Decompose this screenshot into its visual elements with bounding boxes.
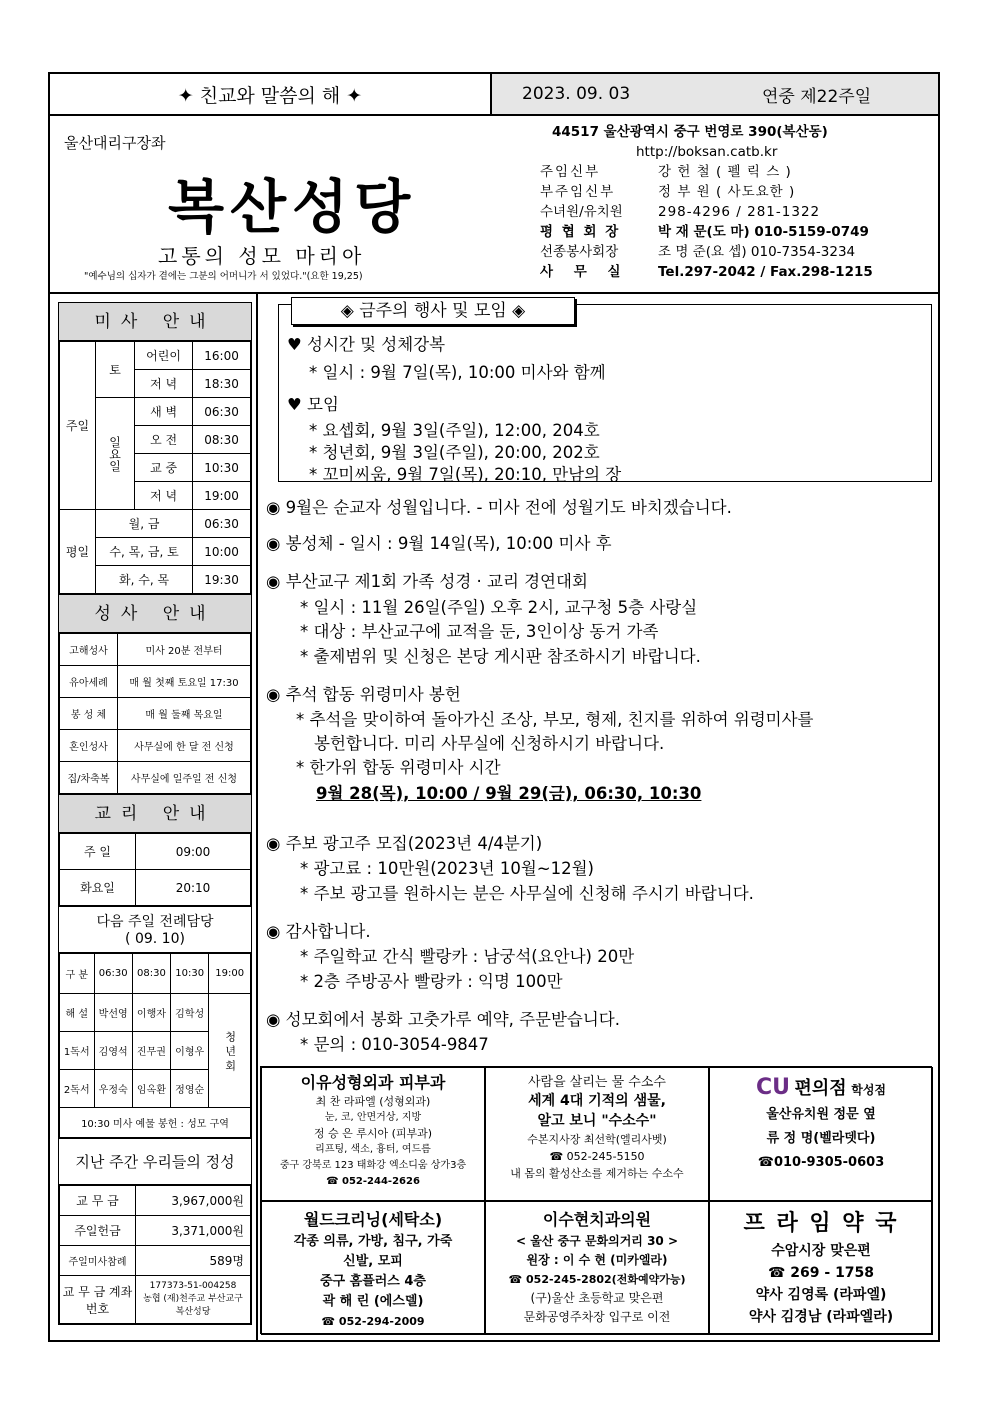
liturgy-role: 해 설 (60, 994, 95, 1032)
account-number: 177373-51-004258 (149, 1281, 237, 1291)
contact-value: 정 부 원 ( 사도요한 ) (658, 184, 796, 200)
table-row (60, 342, 251, 370)
liturgy-date: ( 09. 10) (125, 931, 185, 947)
ad-laundry (261, 1201, 485, 1335)
notice-line: * 추석을 맞이하여 돌아가신 조상, 부모, 형제, 친지를 위하여 위령미사를 (296, 710, 814, 729)
event-line: * 일시 : 9월 7일(목), 10:00 미사와 함께 (309, 363, 606, 382)
mass-time: 16:00 (193, 342, 251, 370)
offering-table (59, 1185, 251, 1324)
cu-logo: CU (755, 1075, 790, 1100)
table-row (60, 1186, 251, 1216)
contact-row (540, 242, 930, 262)
mass-slot: 새 벽 (135, 398, 193, 426)
masthead (50, 116, 938, 294)
memorial-mass-times: 9월 28(목), 10:00 / 9월 29(금), 06:30, 10:30 (316, 784, 702, 803)
youth-group: 청 년 회 (209, 994, 251, 1108)
notice-line: 봉헌합니다. 미리 사무실에 신청하시기 바랍니다. (314, 734, 665, 753)
weekly-events (278, 301, 932, 484)
table-row (60, 870, 251, 906)
offering-item: 교 무 금 (60, 1186, 136, 1216)
liturgy-head: 19:00 (209, 954, 251, 994)
mass-slot: 월, 금 (96, 510, 193, 538)
ad-line: 편의점 (794, 1078, 847, 1099)
table-row (60, 698, 251, 730)
notice-line: * 광고료 : 10만원(2023년 10월~12월) (300, 859, 594, 878)
table-row (60, 834, 251, 870)
ad-line: 문화공영주차장 입구로 이전 (523, 1310, 671, 1324)
ad-line: 각종 의류, 가방, 침구, 가죽 (293, 1234, 453, 1249)
contact-value: 조 명 준(요 셉) 010-7354-3234 (658, 244, 856, 260)
mass-time: 19:30 (193, 566, 251, 594)
ad-phone: ☎ 052-294-2009 (321, 1315, 425, 1328)
address: 44517 울산광역시 중구 번영로 390(복산동) (552, 124, 828, 140)
ad-phone: ☎ 052-245-2802(전화예약가능) (508, 1273, 686, 1286)
event-line: * 청년회, 9월 3일(주일), 20:00, 202호 (309, 443, 600, 462)
ad-line: 리프팅, 색소, 흉터, 여드름 (315, 1144, 431, 1155)
ad-line: 알고 보니 "수소수" (537, 1113, 657, 1129)
sacrament-info: 미사 20분 전부터 (118, 634, 251, 666)
weekday-label: 평일 (60, 510, 96, 594)
sat-label: 토 (96, 342, 135, 398)
liturgy-person: 우정숙 (94, 1070, 132, 1108)
contact-value: 298-4296 / 281-1322 (658, 204, 821, 220)
liturgical-week: 연중 제22주일 (762, 86, 872, 107)
notice-line: * 대상 : 부산교구에 교적을 둔, 3인이상 동거 가족 (300, 622, 659, 641)
contact-row (540, 222, 930, 242)
church-name: 복산성당 (168, 173, 417, 241)
ad-title: 프 라 임 약 국 (743, 1211, 899, 1236)
sacrament-guide (58, 595, 252, 795)
event-line: * 꼬미씨움, 9월 7일(목), 20:10, 만남의 장 (309, 465, 622, 484)
contact-value: Tel.297-2042 / Fax.298-1215 (658, 264, 873, 280)
mass-schedule (58, 302, 252, 595)
offering-item: 주일헌금 (60, 1216, 136, 1246)
liturgy-person: 진무권 (132, 1032, 170, 1070)
ad-line: 정 승 은 루시아 (피부과) (313, 1127, 433, 1140)
ad-title: 월드크리닝(세탁소) (303, 1210, 443, 1229)
ad-line: 곽 해 린 (에스델) (322, 1294, 424, 1309)
ad-line: 울산유치원 정문 옆 (766, 1107, 876, 1122)
table-row (60, 1108, 251, 1138)
mass-time: 06:30 (193, 510, 251, 538)
table-row (60, 762, 251, 794)
notice-line: * 일시 : 11월 26일(주일) 오후 2시, 교구청 5층 사랑실 (300, 598, 698, 617)
left-column (58, 302, 252, 1325)
mass-slot: 교 중 (135, 454, 193, 482)
mass-slot: 오 전 (135, 426, 193, 454)
scripture-quote: "예수님의 십자가 곁에는 그분의 어머니가 서 있었다."(요한 19,25) (84, 271, 363, 282)
liturgy-head: 10:30 (171, 954, 209, 994)
event-line: * 요셉회, 9월 3일(주일), 12:00, 204호 (309, 421, 600, 440)
table-row (60, 666, 251, 698)
liturgy-table (59, 953, 251, 1138)
ad-line: 수본지사장 최선학(엘리사벳) (527, 1133, 667, 1146)
mass-time: 06:30 (193, 398, 251, 426)
ad-line: 내 몸의 활성산소를 제거하는 수소수 (510, 1167, 684, 1180)
notice-line: * 주일학교 간식 빨랑카 : 남궁석(요안나) 20만 (300, 947, 635, 966)
account-holder: 복산성당 (175, 1307, 211, 1317)
ad-line: 중구 홈플러스 4층 (319, 1274, 426, 1289)
sacrament-name: 고해성사 (60, 634, 118, 666)
notice-line: * 2층 주방공사 빨랑카 : 익명 100만 (300, 972, 563, 991)
liturgy-person: 김영석 (94, 1032, 132, 1070)
diocese-label: 울산대리구장좌 (64, 134, 166, 152)
notice-line: * 주보 광고를 원하시는 분은 사무실에 신청해 주시기 바랍니다. (300, 884, 754, 903)
offering-summary (58, 1139, 252, 1325)
offering-note: 10:30 미사 예물 봉헌 : 성모 구역 (60, 1108, 251, 1138)
offering-amount: 3,371,000원 (136, 1216, 251, 1246)
mass-time: 10:30 (193, 454, 251, 482)
table-row (60, 634, 251, 666)
liturgy-role: 2독서 (60, 1070, 95, 1108)
sacrament-info: 매 월 첫째 토요일 17:30 (118, 666, 251, 698)
table-row (60, 1276, 251, 1324)
notice-heading: ◉ 감사합니다. (266, 922, 371, 941)
church-info (540, 122, 930, 282)
ad-line: 류 정 명(벨라뎃다) (766, 1131, 876, 1146)
mass-table (59, 341, 251, 594)
contact-value: 박 재 문(도 마) 010-5159-0749 (658, 224, 869, 240)
offering-item: 주일미사참례 (60, 1246, 136, 1276)
ad-line: 신발, 모피 (343, 1254, 403, 1269)
bulletin-date: 2023. 09. 03 (522, 84, 631, 104)
sacrament-info: 사무실에 한 달 전 신청 (118, 730, 251, 762)
table-row (60, 994, 251, 1032)
event-heading: ♥ 모임 (287, 395, 339, 414)
catechism-time: 09:00 (136, 834, 251, 870)
contact-row (540, 262, 930, 282)
catechism-guide (58, 795, 252, 907)
ad-clinic (261, 1067, 485, 1201)
sunday-label: 주일 (60, 342, 96, 510)
notice-heading: ◉ 성모회에서 봉화 고춧가루 예약, 주문받습니다. (266, 1010, 620, 1029)
liturgy-person: 정영순 (171, 1070, 209, 1108)
ad-hydrogen-water (485, 1067, 709, 1201)
ad-dental (485, 1201, 709, 1335)
liturgy-head: 08:30 (132, 954, 170, 994)
ad-phone: ☎ 052-244-2626 (326, 1176, 420, 1187)
contact-key: 부주임신부 (540, 184, 616, 200)
notice-heading: ◉ 봉성체 - 일시 : 9월 14일(목), 10:00 미사 후 (266, 534, 612, 553)
event-heading: ♥ 성시간 및 성체강복 (287, 335, 446, 354)
notice-line: * 출제범위 및 신청은 본당 게시판 참조하시기 바랍니다. (300, 647, 701, 666)
catechism-table (59, 833, 251, 906)
ad-line: 수암시장 맞은편 (771, 1243, 871, 1259)
liturgy-head: 구 분 (60, 954, 95, 994)
notice-line: * 한가위 합동 위령미사 시간 (296, 758, 501, 777)
contact-row (540, 162, 930, 182)
liturgy-duty (58, 907, 252, 1139)
events-title: ◈ 금주의 행사 및 모임 ◈ (291, 297, 575, 325)
account-info (136, 1276, 251, 1324)
notice-heading: ◉ 9월은 순교자 성월입니다. - 미사 전에 성월기도 바치겠습니다. (266, 498, 732, 517)
ad-line: 세계 4대 기적의 샘물, (528, 1093, 666, 1109)
ad-title (710, 1076, 932, 1103)
mass-time: 10:00 (193, 538, 251, 566)
contact-key: 사 무 실 (540, 264, 629, 280)
contact-value: 강 헌 철 ( 펠 릭 스 ) (658, 164, 792, 180)
ad-phone: ☎010-9305-0603 (757, 1155, 885, 1170)
notice-heading: ◉ 주보 광고주 모집(2023년 4/4분기) (266, 834, 543, 853)
liturgy-header (59, 907, 251, 953)
notice-heading: ◉ 부산교구 제1회 가족 성경 · 교리 경연대회 (266, 572, 588, 591)
catechism-day: 화요일 (60, 870, 136, 906)
ad-phone: ☎ 269 - 1758 (767, 1265, 875, 1281)
bulletin-page (48, 72, 940, 1342)
sacrament-info: 매 월 둘째 목요일 (118, 698, 251, 730)
mass-slot: 수, 목, 금, 토 (96, 538, 193, 566)
contact-key: 평 협 회 장 (540, 224, 621, 240)
contact-row (540, 202, 930, 222)
sacrament-info: 사무실에 일주일 전 신청 (118, 762, 251, 794)
year-motto: ✦ 친교와 말씀의 해 ✦ (50, 74, 492, 114)
mass-slot: 어린이 (135, 342, 193, 370)
website-url: http://boksan.catb.kr (636, 144, 778, 160)
ad-line: 중구 강북로 123 태화강 엑소디움 상가3층 (279, 1160, 467, 1171)
offering-amount: 589명 (136, 1246, 251, 1276)
patron-saint: 고통의 성모 마리아 (158, 244, 366, 268)
table-row (60, 510, 251, 538)
ad-line: (구)울산 초등학교 맞은편 (530, 1291, 664, 1305)
sacrament-name: 집/차축복 (60, 762, 118, 794)
ad-line: 최 찬 라파엘 (성형외과) (315, 1095, 431, 1108)
column-divider (256, 294, 258, 1340)
mass-slot: 저 녁 (135, 482, 193, 510)
ad-convenience-store (709, 1067, 933, 1201)
mass-title: 미사 안내 (59, 303, 251, 341)
liturgy-person: 이행자 (132, 994, 170, 1032)
notice-line: * 문의 : 010-3054-9847 (300, 1035, 489, 1054)
liturgy-role: 1독서 (60, 1032, 95, 1070)
ad-line: 원장 : 이 수 현 (미카엘라) (526, 1253, 668, 1267)
ad-line: < 울산 중구 문화의거리 30 > (515, 1234, 679, 1248)
table-row (60, 1246, 251, 1276)
sacrament-title: 성사 안내 (59, 595, 251, 633)
ad-phone: ☎ 052-245-5150 (549, 1150, 645, 1163)
ad-title: 사람을 살리는 물 수소수 (528, 1075, 666, 1090)
account-bank: 농협 (재)천주교 부산교구 (143, 1294, 243, 1304)
liturgy-person: 박선영 (94, 994, 132, 1032)
table-row (60, 954, 251, 994)
ad-line: 눈, 코, 안면거상, 지방 (324, 1112, 422, 1123)
contact-row (540, 182, 930, 202)
catechism-day: 주 일 (60, 834, 136, 870)
offering-title: 지난 주간 우리들의 정성 (59, 1139, 251, 1185)
sacrament-name: 유아세례 (60, 666, 118, 698)
liturgy-title: 다음 주일 전례담당 (96, 914, 214, 930)
liturgy-person: 김학성 (171, 994, 209, 1032)
mass-time: 19:00 (193, 482, 251, 510)
header-bar (50, 74, 938, 116)
ad-line: 학성점 (851, 1083, 887, 1097)
contact-key: 선종봉사회장 (540, 244, 619, 260)
table-row (60, 730, 251, 762)
contact-key: 수녀원/유치원 (540, 204, 623, 220)
mass-slot: 화, 수, 목 (96, 566, 193, 594)
ad-title: 이수현치과의원 (542, 1210, 652, 1229)
catechism-title: 교리 안내 (59, 795, 251, 833)
sun-label: 일요일 (96, 398, 135, 510)
advertisements (260, 1066, 932, 1334)
ad-title: 이유성형외과 피부과 (300, 1073, 446, 1092)
notice-heading: ◉ 추석 합동 위령미사 봉헌 (266, 685, 461, 704)
ad-line: 약사 김경남 (라파엘라) (748, 1309, 894, 1325)
sacrament-name: 봉 성 체 (60, 698, 118, 730)
ad-pharmacy (709, 1201, 933, 1335)
catechism-time: 20:10 (136, 870, 251, 906)
sacrament-table (59, 633, 251, 794)
mass-time: 08:30 (193, 426, 251, 454)
sacrament-name: 혼인성사 (60, 730, 118, 762)
table-row (60, 1216, 251, 1246)
offering-amount: 3,967,000원 (136, 1186, 251, 1216)
date-bar (492, 74, 938, 114)
liturgy-person: 임옥환 (132, 1070, 170, 1108)
liturgy-person: 이형우 (171, 1032, 209, 1070)
liturgy-head: 06:30 (94, 954, 132, 994)
ad-line: 약사 김영록 (라파엘) (755, 1287, 887, 1303)
contact-key: 주임신부 (540, 164, 601, 180)
mass-slot: 저 녁 (135, 370, 193, 398)
account-label: 교 무 금 계좌번호 (60, 1276, 136, 1324)
mass-time: 18:30 (193, 370, 251, 398)
